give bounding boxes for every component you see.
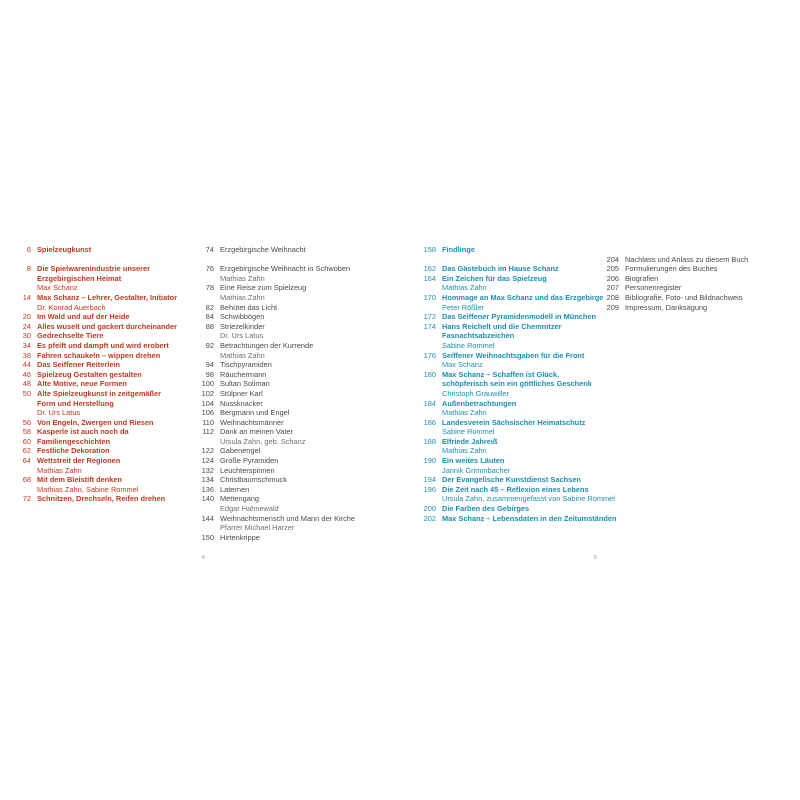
toc-page-number: 207 [606, 283, 619, 293]
toc-page-number: 24 [22, 321, 31, 331]
toc-entry [420, 274, 617, 284]
toc-author [420, 303, 617, 313]
toc-page-number: 94 [205, 360, 214, 370]
page-number-right: 5 [594, 555, 597, 561]
toc-title: Erzgebirgische Weihnacht [220, 245, 306, 254]
toc-entry [200, 322, 355, 332]
toc-page-number: 92 [205, 340, 214, 350]
toc-author [420, 341, 617, 351]
toc-title: Form und Herstellung [37, 398, 114, 408]
toc-page-number: 184 [423, 398, 436, 408]
toc-entry [20, 341, 177, 351]
toc-author-name: Mathias Zahn [37, 465, 82, 475]
toc-page-number [200, 523, 214, 533]
toc-author-name: Mathias Zahn [442, 283, 487, 293]
toc-entry [20, 351, 177, 361]
toc-author-name: Mathias Zahn [220, 350, 265, 360]
toc-title: Alte Motive, neue Formen [37, 379, 127, 389]
toc-page-number: 204 [606, 254, 619, 264]
toc-page-number: 6 [26, 245, 31, 254]
toc-page-number: 200 [423, 504, 436, 514]
toc-title: Dank an meinen Vater [220, 427, 293, 437]
toc-author-name: Christoph Grauwiller [442, 388, 509, 398]
toc-author-name: Jannik Grimmbacher [442, 465, 511, 475]
toc-author-name: Mathias Zahn [220, 292, 265, 302]
toc-title: Weihnachtsmänner [220, 417, 284, 427]
toc-title: Elfriede Jahreiß [442, 436, 498, 446]
toc-author [20, 485, 177, 495]
toc-page-number: 124 [201, 456, 214, 466]
toc-author-name: Dr. Urs Latus [220, 331, 264, 341]
toc-title: Seiffener Weihnachtsgaben für die Front [442, 350, 585, 360]
toc-entry [598, 274, 748, 284]
toc-entry [200, 389, 355, 399]
toc-title: Die Zeit nach 45 – Reflexion eines Lebens [442, 484, 589, 494]
toc-title: Biografien [625, 273, 659, 283]
toc-title: Impressum, Danksagung [625, 302, 708, 312]
toc-entry [20, 399, 177, 409]
toc-entry [200, 514, 355, 524]
toc-page-number: 30 [22, 331, 31, 341]
toc-author-name: Mathias Zahn, Sabine Rommel [37, 484, 139, 494]
toc-entry [420, 264, 617, 274]
toc-page-number: 84 [205, 312, 214, 322]
toc-entry [200, 485, 355, 495]
toc-page-number: 205 [606, 264, 619, 274]
right-page [400, 0, 800, 800]
toc-page-number [200, 437, 214, 447]
toc-title: Das Seiffener Reiterlein [37, 360, 120, 370]
toc-entry [420, 322, 617, 332]
toc-title: Räuchermann [220, 369, 267, 379]
toc-author [200, 437, 355, 447]
toc-title: Festliche Dekoration [37, 446, 110, 456]
toc-page-number: 208 [606, 292, 619, 302]
toc-page-number: 150 [201, 532, 214, 542]
toc-author [200, 504, 355, 514]
toc-page-number [200, 331, 214, 341]
toc-page-number: 180 [423, 369, 436, 379]
toc-author [200, 523, 355, 533]
toc-entry [200, 370, 355, 380]
toc-author-name: Sabine Rommel [442, 427, 495, 437]
toc-title: Personenregister [625, 283, 682, 293]
toc-title: Es pfeift und dampft und wird erobert [37, 340, 169, 350]
toc-author-name: Mathias Zahn [442, 446, 487, 456]
toc-page-number: 78 [205, 283, 214, 293]
toc-author [20, 303, 177, 313]
toc-title: Spielzeug Gestalten gestalten [37, 369, 142, 379]
toc-page-number: 58 [22, 427, 31, 437]
toc-author-name: Sabine Rommel [442, 340, 495, 350]
toc-title: Der Evangelische Kunstdienst Sachsen [442, 475, 581, 485]
toc-entry [200, 427, 355, 437]
toc-title: Ein weites Läuten [442, 456, 505, 466]
toc-author [200, 331, 355, 341]
toc-page-number: 194 [423, 475, 436, 485]
toc-page-number: 162 [423, 264, 436, 274]
toc-page-number: 62 [22, 446, 31, 456]
toc-page-number [420, 283, 436, 293]
toc-page-number [200, 293, 214, 303]
toc-column-2 [200, 245, 355, 542]
toc-page-number: 209 [606, 302, 619, 312]
toc-entry [420, 370, 617, 380]
toc-page-number: 144 [201, 513, 214, 523]
toc-title: Gabenengel [220, 446, 261, 456]
toc-title: Kasperle ist auch noch da [37, 427, 129, 437]
toc-page-number [420, 379, 436, 389]
toc-page-number [20, 303, 31, 313]
toc-page-number: 186 [423, 417, 436, 427]
toc-entry [20, 446, 177, 456]
toc-page-number [200, 274, 214, 284]
toc-page-number: 140 [201, 494, 214, 504]
toc-entry [598, 293, 748, 303]
toc-page-number: 158 [423, 245, 436, 254]
toc-column-4 [598, 245, 748, 312]
toc-title: Das Gästebuch im Hause Schanz [442, 264, 559, 274]
toc-page-number: 190 [423, 456, 436, 466]
toc-page-number [420, 466, 436, 476]
toc-title: Behütet das Licht [220, 302, 278, 312]
toc-entry [20, 331, 177, 341]
toc-title: Weihnachtsmensch und Mann der Kirche [220, 513, 356, 523]
toc-author [420, 389, 617, 399]
toc-author [420, 446, 617, 456]
toc-page-number: 172 [423, 312, 436, 322]
toc-title: Betrachtungen der Kurrende [220, 340, 314, 350]
toc-entry [420, 504, 617, 514]
toc-author [20, 408, 177, 418]
toc-author-name: Max Schanz [442, 360, 483, 370]
toc-page-number: 50 [22, 388, 31, 398]
toc-page-number: 46 [22, 369, 31, 379]
toc-author-name: Mathias Zahn [442, 408, 487, 418]
toc-entry [200, 264, 355, 274]
toc-title: Wettstreit der Regionen [37, 456, 121, 466]
toc-page-number: 206 [606, 273, 619, 283]
toc-author-name: Dr. Konrad Auerbach [37, 302, 106, 312]
toc-author [200, 274, 355, 284]
toc-title: Hans Reichelt und die Chemnitzer [442, 321, 562, 331]
toc-title: Tischpyramiden [220, 360, 272, 370]
toc-entry [420, 379, 617, 389]
toc-author-name: Mathias Zahn [220, 273, 265, 283]
toc-entry [200, 418, 355, 428]
toc-title: Bibliografie, Foto- und Bildnachweis [625, 292, 743, 302]
toc-page-number: 60 [22, 436, 31, 446]
toc-title: Außenbetrachtungen [442, 398, 517, 408]
toc-title: Leuchterspinnen [220, 465, 275, 475]
toc-page-number: 64 [22, 456, 31, 466]
toc-title: Alles wuselt und gackert durcheinander [37, 321, 178, 331]
toc-entry [20, 437, 177, 447]
toc-page-number: 76 [205, 264, 214, 274]
toc-entry [200, 456, 355, 466]
toc-page-number [420, 408, 436, 418]
toc-page-number [420, 303, 436, 313]
toc-page-number: 202 [423, 513, 436, 523]
toc-entry [20, 322, 177, 332]
toc-entry [200, 399, 355, 409]
toc-entry [200, 379, 355, 389]
toc-author-name: Dr. Urs Latus [37, 408, 81, 418]
toc-entry [598, 255, 748, 265]
toc-title: Max Schanz – Lebensdaten in den Zeitumständen [442, 513, 617, 523]
toc-author-name: Ursula Zahn, zusammengefasst von Sabine Rommel [442, 494, 615, 504]
toc-page-number [20, 274, 31, 284]
toc-page-number: 8 [26, 264, 31, 274]
toc-page-number: 14 [22, 292, 31, 302]
toc-page-number: 132 [201, 465, 214, 475]
toc-page-number [420, 331, 436, 341]
toc-title: Max Schanz – Lehrer, Gestalter, Initiator [37, 292, 178, 302]
page-number-left: 4 [202, 555, 205, 561]
toc-author [200, 293, 355, 303]
toc-page-number [420, 360, 436, 370]
toc-title: Die Farben des Gebirges [442, 504, 530, 514]
toc-author [420, 408, 617, 418]
toc-page-number [420, 341, 436, 351]
toc-entry [200, 360, 355, 370]
toc-entry [200, 312, 355, 322]
toc-title: Nachlass und Anlass zu diesem Buch [625, 254, 749, 264]
toc-entry [20, 389, 177, 399]
toc-entry [20, 379, 177, 389]
toc-title: Erzgebirgischen Heimat [37, 273, 122, 283]
toc-page-number: 112 [202, 427, 214, 437]
toc-title: Max Schanz – Schaffen ist Glück, [442, 369, 560, 379]
toc-entry [200, 494, 355, 504]
toc-page-number: 134 [201, 475, 214, 485]
toc-author [20, 283, 177, 293]
toc-entry [20, 427, 177, 437]
toc-author-name: Max Schanz [37, 283, 78, 293]
toc-title: Christbaumschmuck [220, 475, 287, 485]
toc-title: Große Pyramiden [220, 456, 279, 466]
toc-page-number: 188 [423, 436, 436, 446]
toc-entry [200, 466, 355, 476]
toc-page-number: 170 [423, 292, 436, 302]
toc-entry [20, 456, 177, 466]
toc-page-number [420, 446, 436, 456]
toc-title: Bergmann und Engel [220, 408, 290, 418]
toc-title: Mettengang [220, 494, 260, 504]
toc-entry [20, 245, 177, 255]
toc-page-number [20, 408, 31, 418]
toc-entry [20, 475, 177, 485]
toc-entry [420, 312, 617, 322]
toc-title: Striezelkinder [220, 321, 265, 331]
toc-page-number: 174 [423, 321, 436, 331]
toc-entry [20, 312, 177, 322]
toc-entry [20, 274, 177, 284]
toc-entry [20, 494, 177, 504]
toc-author [20, 466, 177, 476]
toc-page-number [420, 427, 436, 437]
toc-page-number: 176 [423, 350, 436, 360]
toc-page-number [20, 485, 31, 495]
toc-entry [200, 245, 355, 255]
toc-page-number [200, 351, 214, 361]
toc-title: Ein Zeichen für das Spielzeug [442, 273, 547, 283]
toc-page-number: 196 [423, 484, 436, 494]
toc-author [420, 360, 617, 370]
toc-title: Eine Reise zum Spielzeug [220, 283, 307, 293]
toc-author-name: Ursula Zahn, geb. Schanz [220, 436, 306, 446]
toc-title: Nussknacker [220, 398, 263, 408]
toc-page-number: 74 [205, 245, 214, 254]
toc-entry [420, 437, 617, 447]
toc-author-name: Pfarrer Michael Harzer [220, 523, 295, 533]
toc-page-number: 106 [201, 408, 214, 418]
toc-title: Schwibbögen [220, 312, 265, 322]
toc-title: Laternen [220, 484, 250, 494]
toc-author [420, 466, 617, 476]
toc-entry [20, 360, 177, 370]
toc-entry [200, 283, 355, 293]
toc-page-number [20, 466, 31, 476]
toc-entry [420, 456, 617, 466]
toc-entry [420, 399, 617, 409]
toc-entry [200, 408, 355, 418]
toc-page-number: 164 [423, 273, 436, 283]
toc-page-number [420, 494, 436, 504]
toc-entry [200, 341, 355, 351]
toc-page-number: 136 [201, 484, 214, 494]
toc-title: Findlinge [442, 245, 475, 254]
toc-title: Landesverein Sächsischer Heimatschutz [442, 417, 586, 427]
toc-title: schöpferisch sein ein göttliches Geschenk [442, 379, 592, 389]
toc-page-number [200, 504, 214, 514]
toc-page-number: 48 [22, 379, 31, 389]
toc-page-number: 110 [202, 417, 214, 427]
toc-title: Hommage an Max Schanz und das Erzgebirge [442, 292, 604, 302]
toc-page-number: 98 [205, 369, 214, 379]
toc-entry [420, 475, 617, 485]
toc-title: Fasnachtsabzeichen [442, 331, 515, 341]
toc-page-number [20, 283, 31, 293]
toc-entry [20, 370, 177, 380]
toc-title: Spielzeugkunst [37, 245, 92, 254]
toc-page-number: 88 [205, 321, 214, 331]
toc-title: Mit dem Bleistift denken [37, 475, 123, 485]
toc-page-number: 104 [201, 398, 214, 408]
toc-page-number [420, 389, 436, 399]
toc-entry [598, 264, 748, 274]
toc-page-number: 82 [205, 302, 214, 312]
toc-title: Stülpner Karl [220, 388, 263, 398]
toc-title: Alte Spielzeugkunst in zeitgemäßer [37, 388, 162, 398]
toc-title: Hirtenkrippe [220, 532, 260, 542]
toc-title: Schnitzen, Drechseln, Reifen drehen [37, 494, 166, 504]
toc-entry [200, 303, 355, 313]
toc-page-number: 122 [201, 446, 214, 456]
toc-author-name: Edgar Hahnewald [220, 504, 279, 514]
toc-author [420, 494, 617, 504]
toc-entry [420, 331, 617, 341]
toc-entry [420, 485, 617, 495]
toc-title: Die Spielwarenindustrie unserer [37, 264, 150, 274]
toc-page-number: 44 [22, 360, 31, 370]
toc-title: Fahren schaukeln – wippen drehen [37, 350, 161, 360]
toc-entry [598, 303, 748, 313]
toc-author [420, 427, 617, 437]
toc-title: Familiengeschichten [37, 436, 111, 446]
toc-entry [420, 351, 617, 361]
toc-entry [420, 245, 617, 255]
toc-page-number: 34 [22, 340, 31, 350]
toc-page-number [20, 399, 31, 409]
toc-author [200, 351, 355, 361]
toc-page-number: 20 [22, 312, 31, 322]
toc-entry [420, 418, 617, 428]
toc-page-number: 102 [201, 388, 214, 398]
toc-title: Im Wald und auf der Heide [37, 312, 130, 322]
toc-page-number: 38 [22, 350, 31, 360]
toc-page-number: 68 [22, 475, 31, 485]
toc-title: Formulierungen des Buches [625, 264, 718, 274]
toc-author [420, 283, 617, 293]
toc-page-number: 100 [201, 379, 214, 389]
toc-entry [20, 264, 177, 274]
toc-title: Sultan Soliman [220, 379, 270, 389]
toc-column-1 [20, 245, 177, 504]
toc-entry [20, 293, 177, 303]
toc-entry [20, 418, 177, 428]
toc-page-number: 56 [22, 417, 31, 427]
toc-column-3 [420, 245, 617, 523]
toc-entry [420, 514, 617, 524]
toc-title: Erzgebirgische Weihnacht in Schwoben [220, 264, 351, 274]
toc-title: Das Seiffener Pyramidenmodell in München [442, 312, 597, 322]
toc-author-name: Peter Rößler [442, 302, 484, 312]
toc-page-number: 72 [22, 494, 31, 504]
toc-entry [420, 293, 617, 303]
toc-entry [598, 283, 748, 293]
toc-entry [200, 533, 355, 543]
toc-entry [200, 475, 355, 485]
toc-entry [200, 446, 355, 456]
toc-title: Gedrechselte Tiere [37, 331, 104, 341]
toc-title: Von Engeln, Zwergen und Riesen [37, 417, 154, 427]
